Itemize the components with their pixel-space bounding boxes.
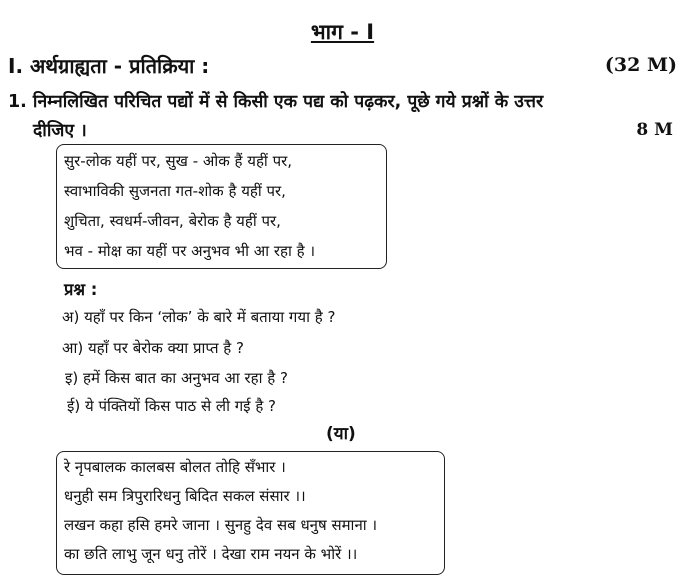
sub-question-a: अ) यहाँ पर किन ‘लोक’ के बारे में बताया गया है ?	[62, 308, 336, 326]
question-1-text: 1. निम्नलिखित परिचित पद्यों में से किसी एक पद्य को पढ़कर, पूछे गये प्रश्नों के उत्तर	[8, 92, 544, 112]
poem-2-line: धनुही सम त्रिपुरारिधनु बिदित सकल संसार ।।	[64, 487, 306, 505]
poem-1-line: सुर-लोक यहीं पर, सुख - ओक हैं यहीं पर,	[64, 152, 293, 170]
questions-heading: प्रश्न :	[64, 280, 98, 299]
poem-2-line: लखन कहा हसि हमरे जाना । सुनहु देव सब धनुष समाना ।	[64, 516, 378, 534]
sub-question-ii: ई) ये पंक्तियों किस पाठ से ली गई है ?	[67, 397, 277, 415]
sub-question-aa: आ) यहाँ पर बेरोक क्या प्राप्त है ?	[62, 339, 244, 357]
poem-1-line: भव - मोक्ष का यहीं पर अनुभव भी आ रहा है ।	[64, 242, 316, 260]
poem-1-line: स्वाभाविकी सुजनता गत-शोक है यहीं पर,	[64, 182, 286, 200]
part-title: भाग - I	[310, 20, 375, 44]
poem-2-line: का छति लाभु जून धनु तोरें । देखा राम नयन के भोरें ।।	[64, 545, 358, 563]
section-marks: (32 M)	[604, 54, 677, 76]
or-label: (या)	[326, 424, 356, 444]
sub-question-i: इ) हमें किस बात का अनुभव आ रहा है ?	[65, 369, 288, 387]
poem-2-line: रे नृपबालक कालबस बोलत तोहि सँभार ।	[64, 458, 286, 476]
section-title: I. अर्थग्राह्यता - प्रतिक्रिया :	[8, 54, 210, 78]
question-1-marks: 8 M	[636, 120, 673, 140]
poem-1-line: शुचिता, स्वधर्म-जीवन, बेरोक है यहीं पर,	[64, 212, 281, 230]
question-1-text-continued: दीजिए ।	[33, 121, 87, 141]
